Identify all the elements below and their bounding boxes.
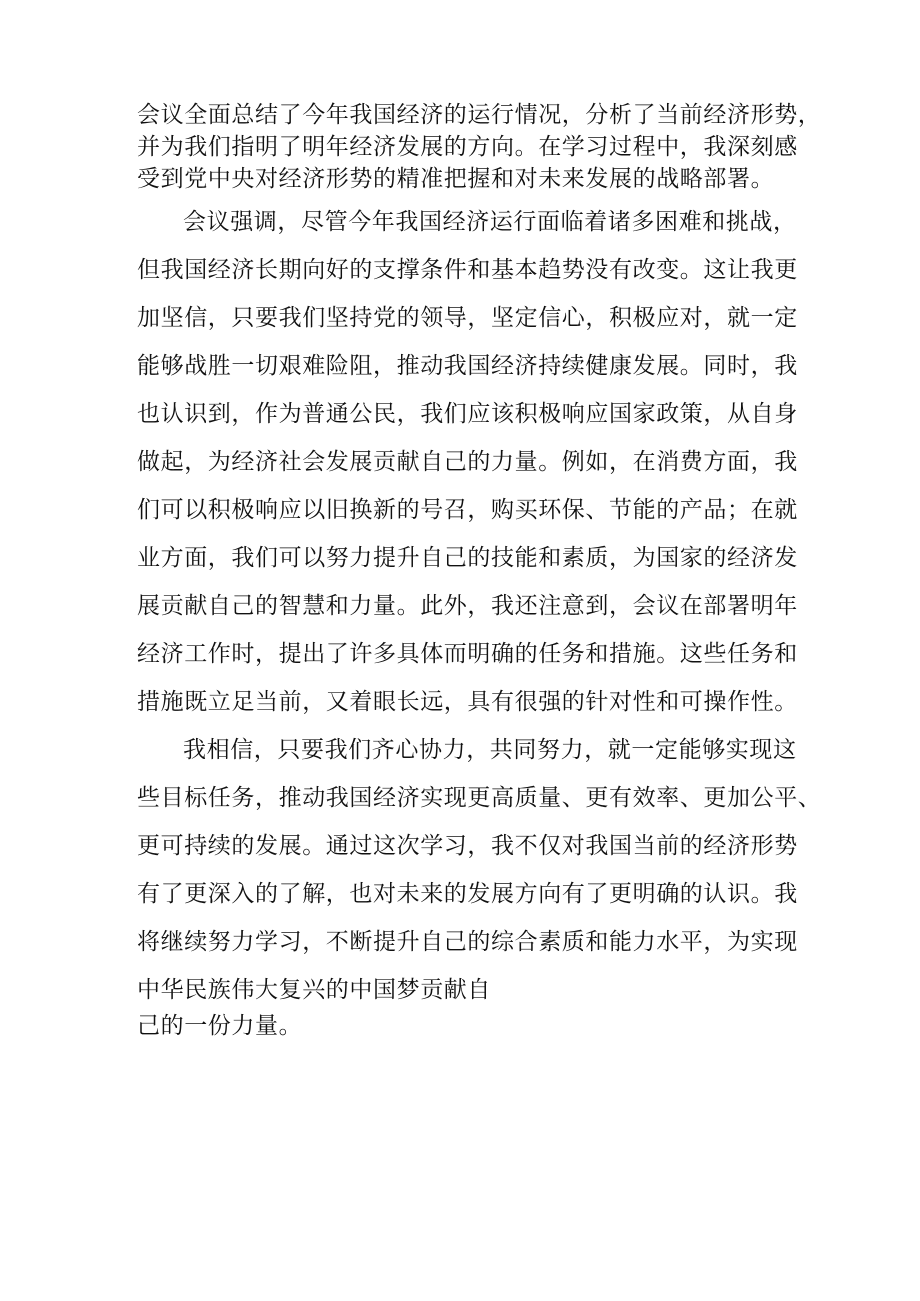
paragraph-3-line-3: 更可持续的发展。通过这次学习，我不仅对我国当前的经济形势 (137, 833, 798, 859)
paragraph-2-line-1: 会议强调，尽管今年我国经济运行面临着诸多困难和挑战， (183, 209, 797, 235)
paragraph-1-line-1: 会议全面总结了今年我国经济的运行情况，分析了当前经济形势， (137, 102, 822, 128)
paragraph-3-line-5: 将继续努力学习，不断提升自己的综合素质和能力水平，为实现 (137, 929, 798, 955)
paragraph-2-line-7: 们可以积极响应以旧换新的号召，购买环保、节能的产品；在就 (137, 497, 798, 523)
paragraph-2-line-9: 展贡献自己的智慧和力量。此外，我还注意到，会议在部署明年 (137, 593, 798, 619)
paragraph-3-line-6: 中华民族伟大复兴的中国梦贡献自 (137, 977, 491, 1003)
paragraph-2-line-3: 加坚信，只要我们坚持党的领导，坚定信心，积极应对，就一定 (137, 305, 798, 331)
paragraph-2-line-5: 也认识到，作为普通公民，我们应该积极响应国家政策，从自身 (137, 401, 798, 427)
paragraph-1-line-3: 受到党中央对经济形势的精准把握和对未来发展的战略部署。 (137, 166, 775, 192)
paragraph-3-line-4: 有了更深入的了解，也对未来的发展方向有了更明确的认识。我 (137, 881, 798, 907)
paragraph-1-line-2: 并为我们指明了明年经济发展的方向。在学习过程中，我深刻感 (137, 134, 798, 160)
paragraph-2-line-6: 做起，为经济社会发展贡献自己的力量。例如，在消费方面，我 (137, 449, 798, 475)
paragraph-3-line-7: 己的一份力量。 (137, 1013, 303, 1039)
paragraph-2-line-10: 经济工作时，提出了许多具体而明确的任务和措施。这些任务和 (137, 641, 798, 667)
paragraph-2-line-2: 但我国经济长期向好的支撑条件和基本趋势没有改变。这让我更 (137, 257, 798, 283)
paragraph-3-line-1: 我相信，只要我们齐心协力，共同努力，就一定能够实现这 (183, 737, 797, 763)
paragraph-2-line-11: 措施既立足当前，又着眼长远，具有很强的针对性和可操作性。 (137, 689, 798, 715)
paragraph-2-line-4: 能够战胜一切艰难险阻，推动我国经济持续健康发展。同时，我 (137, 353, 798, 379)
paragraph-3-line-2: 些目标任务，推动我国经济实现更高质量、更有效率、更加公平、 (137, 785, 822, 811)
paragraph-2-line-8: 业方面，我们可以努力提升自己的技能和素质，为国家的经济发 (137, 545, 798, 571)
